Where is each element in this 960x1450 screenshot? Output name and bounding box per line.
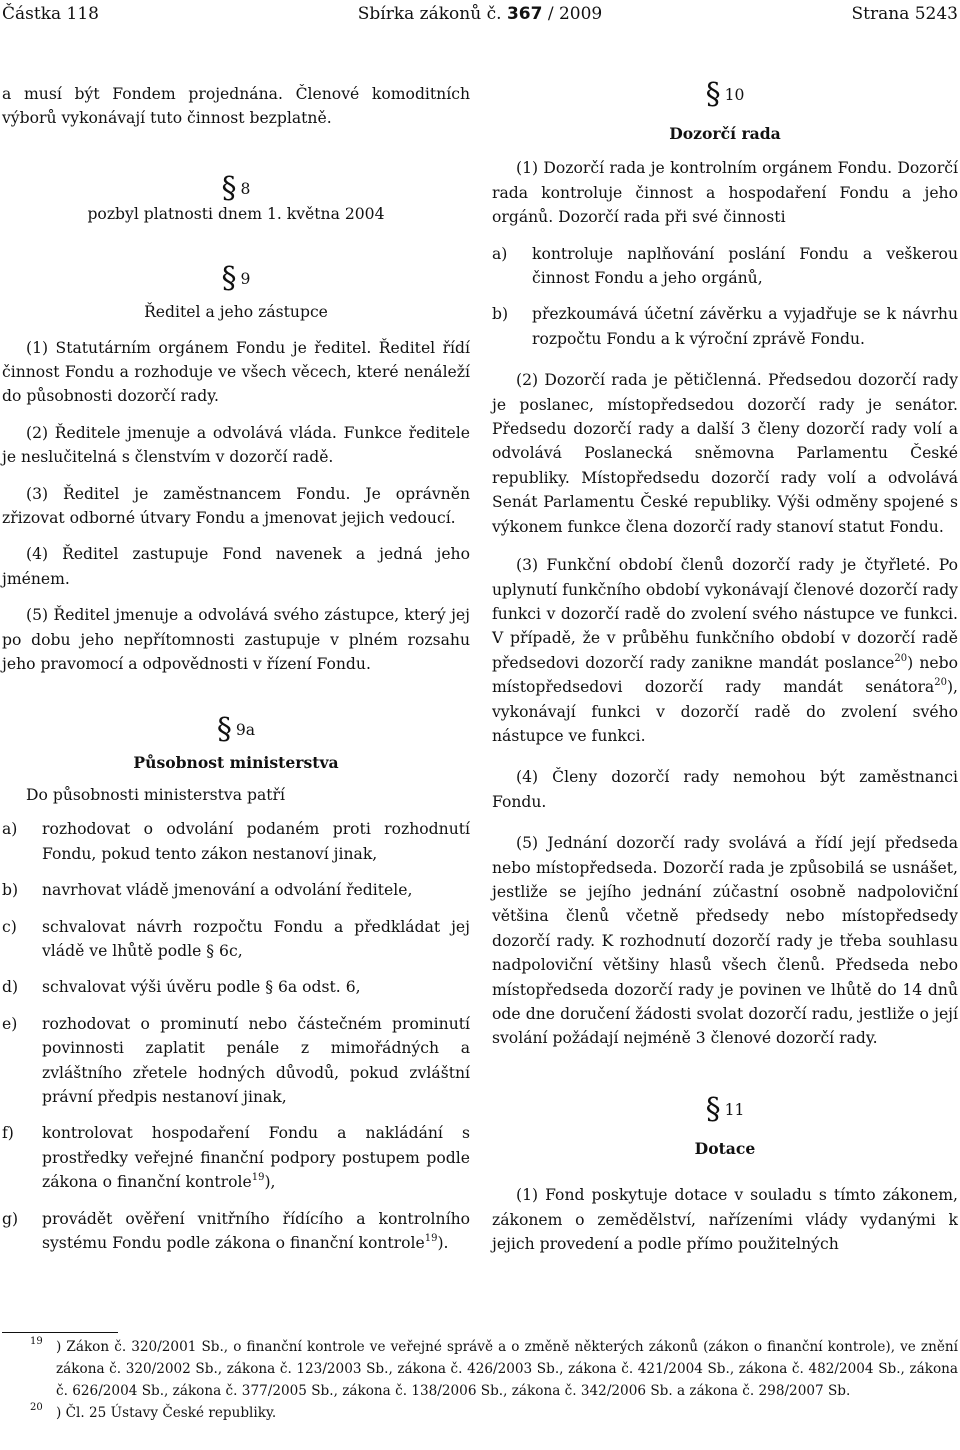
section-9-title: Ředitel a jeho zástupce [144,303,328,322]
item-text: kontroluje naplňování poslání Fondu a veškerou činnost Fondu a jeho orgánů, [532,244,958,288]
footnote-number: 20 [30,1402,43,1413]
item-label: a) [492,244,508,263]
section-10-title: Dozorčí rada [669,124,781,143]
item-text: provádět ověření vnitřního řídícího a kontrolního systému Fondu podle zákona o finanční kontrole [42,1209,470,1252]
section-9-paragraph-3: (3) Ředitel je zaměstnancem Fondu. Je oprávněn zřizovat odborné útvary Fondu a jmenovat jejich vedoucí. [2,484,470,528]
collection-label: Sbírka zákonů č. [357,4,502,24]
footnote-reference: 20 [934,677,947,689]
item-text: kontrolovat hospodaření Fondu a nakládání s prostředky veřejné finanční podpory postupem podle zákona o finanční kontrole [42,1124,470,1192]
supervisory-board-duties-list [492,242,958,352]
item-label: e) [2,1014,18,1033]
section-9-paragraph-1: (1) Statutárním orgánem Fondu je ředitel. Ředitel řídí činnost Fondu a rozhoduje ve všech věcech, které nenáleží do působnosti dozorčí rady. [2,338,470,406]
left-column [2,82,470,1255]
issue-number: Částka 118 [2,4,99,24]
section-11-title: Dotace [694,1138,756,1158]
item-label: f) [2,1124,14,1143]
item-text: schvalovat návrh rozpočtu Fondu a předkládat jej vládě ve lhůtě podle § 6c, [42,917,470,960]
footnote-reference: 19 [424,1233,438,1244]
list-item [2,878,470,902]
section-11-heading [492,1091,958,1127]
section-number: 9a [235,720,256,739]
list-item [492,302,958,351]
section-number: 9 [240,270,251,289]
item-text: přezkoumává účetní závěrku a vyjadřuje se k návrhu rozpočtu Fondu a k výroční zprávě Fondu. [532,305,958,348]
section-9a-heading [2,711,470,747]
law-year: / 2009 [547,4,603,24]
section-sign: § [221,170,237,206]
list-item [2,817,470,866]
item-text: navrhovat vládě jmenování a odvolání ředitele, [42,881,413,900]
list-item [2,975,470,999]
right-column [492,77,959,1256]
section-10-heading [492,77,958,112]
footnote-text: ) Zákon č. 320/2001 Sb., o finanční kontrole ve veřejné správě a o změně některých zákonů (zákon o finanční kontrole), ve znění zákona č. 320/2002 Sb., zákona č. 123/2003 Sb., zákona č. 426/2003 Sb., zákona č. 421/2004 Sb., zákona č. 482/2004 Sb., zákona č. 626/2004 Sb., zákona č. 377/2005 Sb., zákona č. 138/2006 Sb., zákona č. 342/2006 Sb. a zákona č. 298/2007 Sb. [56,1339,958,1399]
list-item [2,1121,470,1194]
continuation-paragraph: a musí být Fondem projednána. Členové komoditních výborů vykonávají tuto činnost bezplatně. [2,85,470,128]
section-10-paragraph-2: (2) Dozorčí rada je pětičlenná. Předsedou dozorčí rady je poslanec, místopředsedou dozorčí rady je senátor. Předsedu dozorčí rady a další 3 členy dozorčí rady volí a odvolává Poslanecká sněmovna Parlamentu České republiky. Místopředsedu dozorčí rady volí a odvolává Senát Parlamentu České republiky. Výši odměny spojené s výkonem funkce člena dozorčí rady stanoví statut Fondu. [492,371,958,536]
section-10-paragraph-1: (1) Dozorčí rada je kontrolním orgánem Fondu. Dozorčí rada kontroluje činnost a hospodaření Fondu a jeho orgánů. Dozorčí rada při své činnosti [492,159,958,227]
section-9-paragraph-4: (4) Ředitel zastupuje Fond navenek a jedná jeho jménem. [2,545,470,588]
section-9a-title: Působnost ministerstva [133,752,339,772]
list-item [2,1012,470,1110]
item-label: b) [2,881,19,900]
section-10-paragraph-3 [492,553,958,748]
paragraph-text: ), vykonávají funkci v dozorčí radě do zvolení svého nástupce ve funkci. [492,678,958,745]
list-item [492,242,958,291]
section-9-heading [2,261,470,297]
section-9-paragraph-2: (2) Ředitele jmenuje a odvolává vláda. Funkce ředitele je neslučitelná s členstvím v dozorčí radě. [2,423,470,467]
page-number: Strana 5243 [851,4,958,24]
footnote-reference: 20 [894,652,908,664]
item-label: a) [2,820,18,839]
footnote-20 [2,1402,958,1424]
ministry-powers-list [2,817,470,1255]
section-9a-intro: Do působnosti ministerstva patří [26,785,285,804]
law-number: 367 [506,4,543,24]
item-text-end: ), [264,1173,276,1192]
item-label: b) [492,305,509,324]
footnote-separator [2,1332,118,1333]
item-text: schvalovat výši úvěru podle § 6a odst. 6, [42,978,361,997]
section-8-repeal-note: pozbyl platnosti dnem 1. května 2004 [87,204,385,223]
footnote-19 [2,1336,958,1402]
item-label: d) [2,978,19,997]
list-item [2,1207,470,1256]
section-sign: § [705,1091,721,1127]
footnote-reference: 19 [251,1172,265,1184]
section-sign: § [705,77,721,112]
item-label: g) [2,1209,19,1228]
section-11-paragraph-1: (1) Fond poskytuje dotace v souladu s tímto zákonem, zákonem o zemědělství, nařízeními vlády vydanými k jejich provedení a podle přímo použitelných [492,1186,958,1254]
paragraph-text: (3) Funkční období členů dozorčí rady je čtyřleté. Po uplynutí funkčního období vykonávají členové dozorčí rady funkci v dozorčí radě do zvolení svého nástupce ve funkci. V případě, že v průběhu funkčního období v dozorčí radě předsedovi dozorčí rady zanikne mandát poslance [492,556,958,672]
section-10-paragraph-5: (5) Jednání dozorčí rady svolává a řídí její předseda nebo místopředseda. Dozorčí rada je způsobilá se usnášet, jestliže se jejího jednání zúčastní osobně nadpoloviční většina členů včetně předsedy nebo místopředsedy dozorčí rady. K rozhodnutí dozorčí rady je třeba souhlasu nadpoloviční většiny hlasů všech členů. Předseda nebo místopředseda dozorčí rady je povinen ve lhůtě do 14 dnů ode dne doručení žádosti svolat dozorčí radu, jestliže o její svolání požádají nejméně 3 členové dozorčí rady. [492,834,958,1048]
footnotes [2,1336,958,1424]
item-text: rozhodovat o odvolání podaném proti rozhodnutí Fondu, pokud tento zákon nestanoví jinak, [42,820,470,863]
section-number: 11 [724,1100,745,1119]
list-item [2,915,470,964]
section-9-paragraph-5: (5) Ředitel jmenuje a odvolává svého zástupce, který jej po dobu jeho nepřítomnosti zastupuje v plném rozsahu jeho pravomocí a odpovědnosti v řízení Fondu. [2,606,470,674]
item-label: c) [2,917,17,936]
footnote-text: ) Čl. 25 Ústavy České republiky. [56,1405,277,1421]
item-text: rozhodovat o prominutí nebo částečném prominutí povinnosti zaplatit penále z mimořádných a zvláštního zřetele hodných důvodů, pokud zvláštní právní předpis nestanoví jinak, [42,1014,470,1106]
collection-title [340,4,620,24]
section-8-heading [2,170,470,206]
section-number: 8 [240,179,251,198]
section-sign: § [216,711,232,747]
section-number: 10 [724,86,745,104]
footnote-number: 19 [30,1336,43,1347]
item-text-end: ). [437,1234,449,1252]
section-10-paragraph-4: (4) Členy dozorčí rady nemohou být zaměstnanci Fondu. [492,768,958,811]
paragraph-text: ) nebo místopředsedovi dozorčí rady mandát senátora [492,653,959,697]
page-header [0,4,960,26]
section-sign: § [221,261,237,297]
